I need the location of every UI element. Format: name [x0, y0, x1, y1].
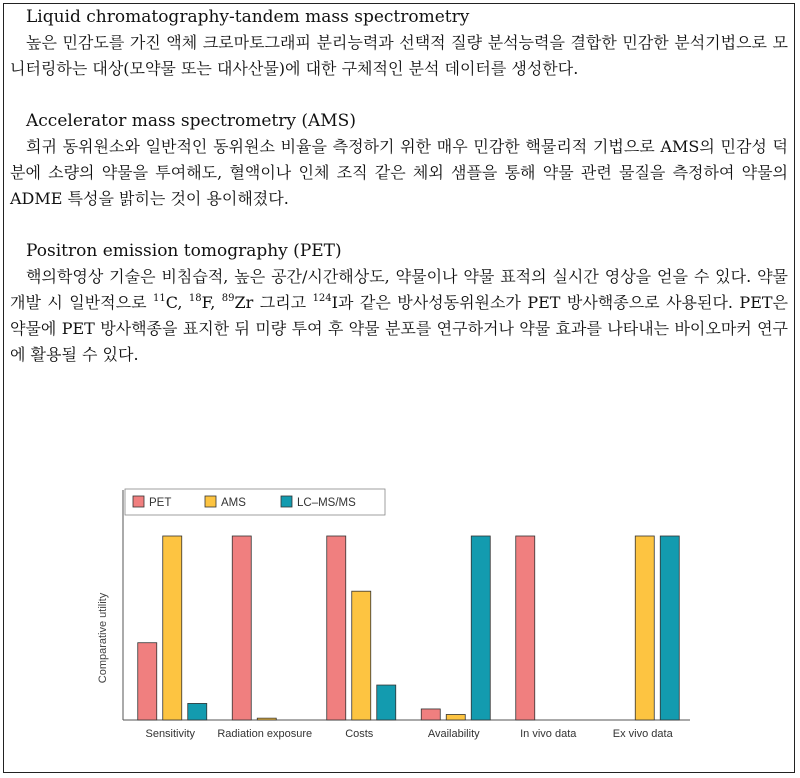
- x-tick-label: Sensitivity: [145, 728, 196, 740]
- pet-text-1: 핵의학영상 기술은 비침습적, 높은 공간/시간해상도, 약물이나 약물 표적의 실시간 영상을 얻을 수 있다. 약물개발 시 일반적으로: [10, 267, 788, 312]
- utility-chart: [80, 484, 720, 754]
- bar-ams-sensitivity: [163, 536, 182, 720]
- bar-pet-availability: [421, 709, 440, 720]
- isotope-c: C,: [165, 293, 189, 312]
- bar-pet-costs: [327, 536, 346, 720]
- bar-lc-ms-ms-costs: [377, 685, 396, 720]
- legend-label: AMS: [221, 497, 246, 509]
- x-tick-label: Availability: [427, 728, 480, 740]
- isotope-f: F,: [201, 293, 222, 312]
- isotope-zr-mass: 89: [221, 293, 235, 304]
- bar-ams-availability: [446, 714, 465, 720]
- isotope-i-mass: 124: [312, 293, 332, 304]
- bar-pet-sensitivity: [138, 643, 157, 720]
- bar-lc-ms-ms-availability: [471, 536, 490, 720]
- isotope-zr: Zr 그리고: [234, 293, 313, 312]
- legend-swatch: [133, 496, 144, 507]
- document-text: [10, 4, 788, 368]
- section-body-lcms-text: 높은 민감도를 가진 액체 크로마토그래피 분리능력과 선택적 질량 분석능력을 결합한 민감한 분석기법으로 모니터링하는 대상(모약물 또는 대사산물)에 대한 구체적인 분석 데이터를 생성한다.: [10, 33, 788, 78]
- x-tick-label: Ex vivo data: [612, 728, 673, 740]
- y-axis-label: Comparative utility: [97, 592, 109, 684]
- bar-pet-in-vivo-data: [516, 536, 535, 720]
- section-body-lcms: [10, 30, 788, 82]
- legend-swatch: [205, 496, 216, 507]
- isotope-f-mass: 18: [188, 293, 202, 304]
- isotope-c-mass: 11: [152, 293, 166, 304]
- legend-label: PET: [149, 497, 172, 509]
- legend-swatch: [281, 496, 292, 507]
- isotope-i: I: [331, 293, 338, 312]
- section-title-lcms: Liquid chromatography-tandem mass spectrometry: [26, 7, 470, 27]
- utility-chart-svg: [80, 484, 720, 754]
- bar-ams-ex-vivo-data: [635, 536, 654, 720]
- section-body-pet: [10, 264, 788, 368]
- legend-label: LC–MS/MS: [297, 497, 356, 509]
- bar-ams-costs: [352, 591, 371, 720]
- section-title-pet: Positron emission tomography (PET): [26, 241, 342, 261]
- bar-lc-ms-ms-ex-vivo-data: [660, 536, 679, 720]
- section-title-ams: Accelerator mass spectrometry (AMS): [26, 111, 356, 131]
- section-body-ams-text: 희귀 동위원소와 일반적인 동위원소 비율을 측정하기 위한 매우 민감한 핵물리적 기법으로 AMS의 민감성 덕분에 소량의 약물을 투여해도, 혈액이나 인체 조직 같은 체외 샘플을 통해 약물 관련 물질을 측정하여 약물의 ADME 특성을 밝히는 것이 용이해졌다.: [10, 137, 788, 208]
- bar-pet-radiation-exposure: [232, 536, 251, 720]
- x-tick-label: Costs: [345, 728, 374, 740]
- pet-text-2: 과 같은 방사성동위원소가 PET 방사핵종으로 사용된다. PET은 약물에 PET 방사핵종을 표지한 뒤 미량 투여 후 약물 분포를 연구하거나 약물 효과를 나타내는 바이오마커 연구에 활용될 수 있다.: [10, 293, 789, 364]
- bar-lc-ms-ms-sensitivity: [188, 703, 207, 720]
- section-body-ams: [10, 134, 788, 212]
- x-tick-label: Radiation exposure: [217, 728, 313, 740]
- x-tick-label: In vivo data: [520, 728, 577, 740]
- bar-ams-radiation-exposure: [257, 718, 276, 720]
